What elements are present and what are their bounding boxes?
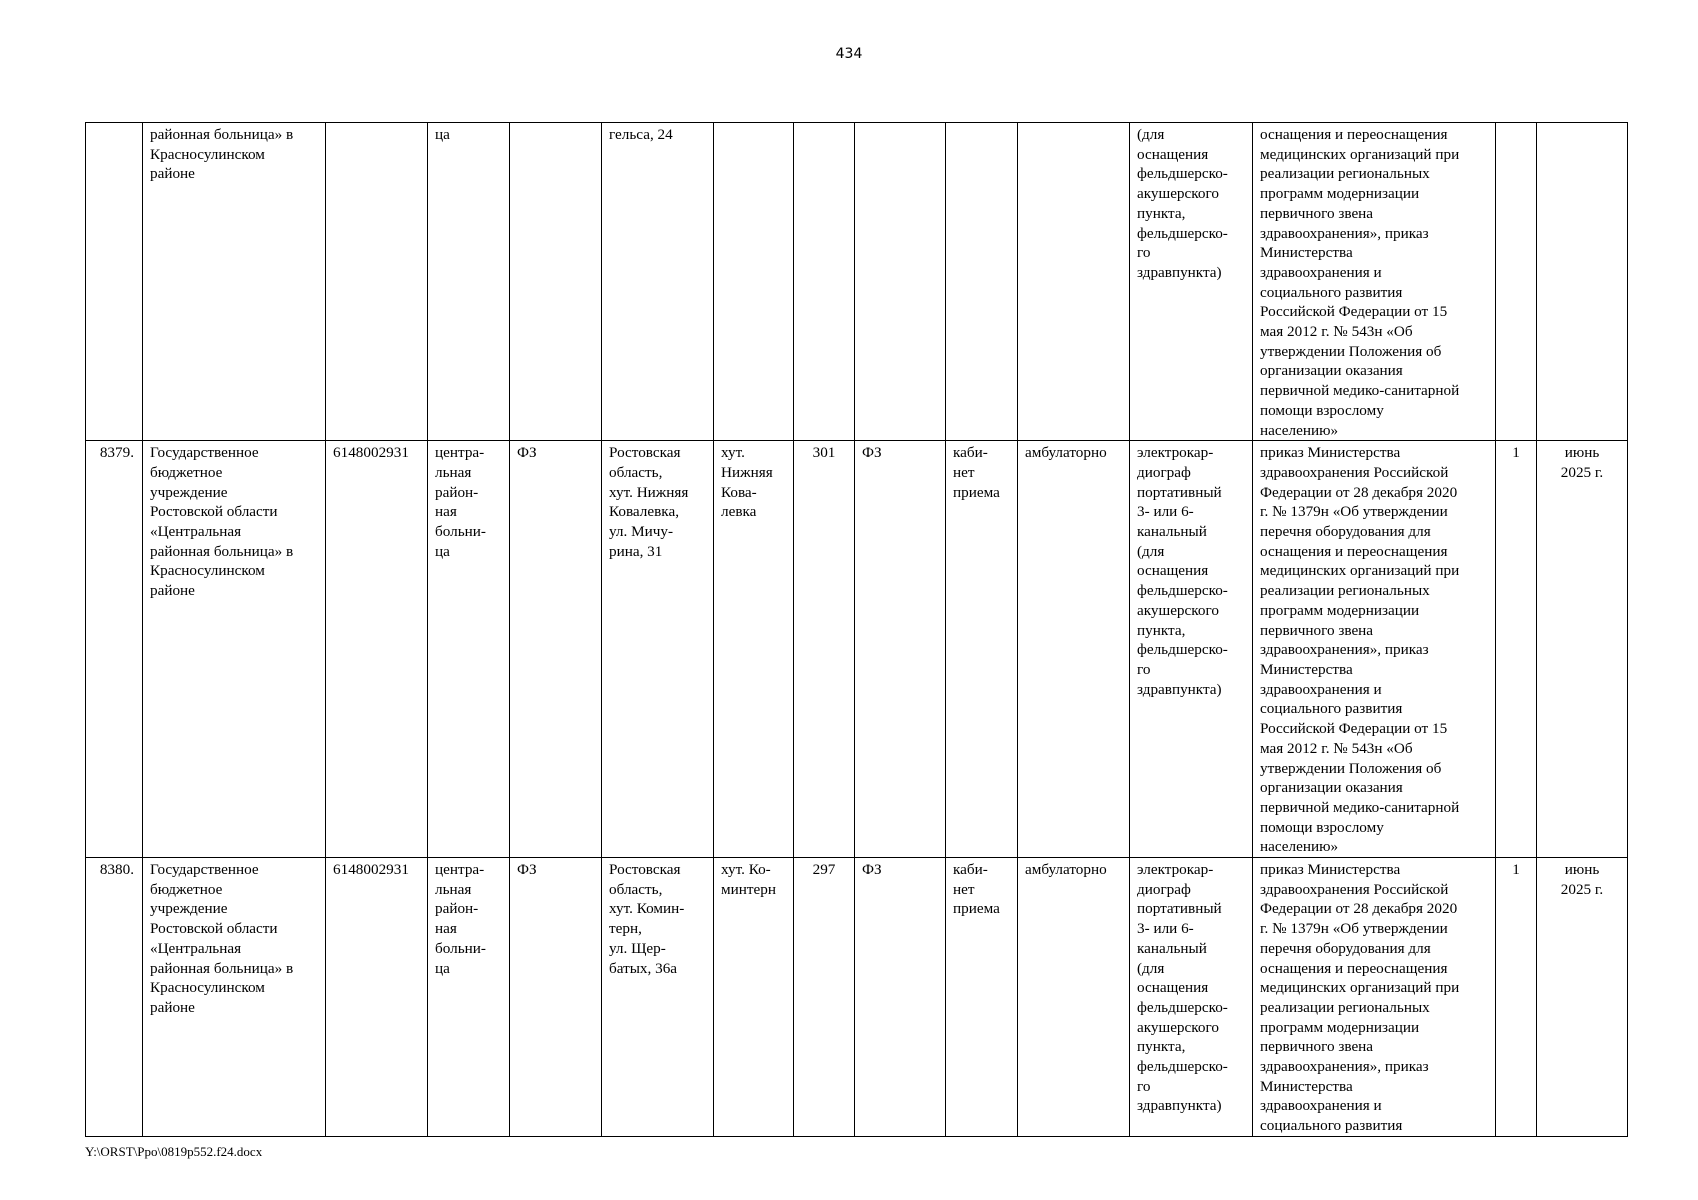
- law2-cell: ФЗ: [855, 441, 946, 858]
- room-cell: каби- нет приема: [946, 858, 1018, 1137]
- law-cell: ФЗ: [510, 441, 602, 858]
- law2-cell: [855, 123, 946, 441]
- org-type-cell: ца: [428, 123, 510, 441]
- basis-cell: приказ Министерства здравоохранения Российской Федерации от 28 декабря 2020 г. № 1379н «Об утверждении перечня оборудования для оснащения и переоснащения медицинских организаций при реализации региональных программ модернизации первичного звена здравоохранения», приказ Министерства здравоохранения и социального развития: [1253, 858, 1496, 1137]
- address-cell: Ростовская область, хут. Комин- терн, ул. Щер- батых, 36а: [602, 858, 714, 1137]
- basis-cell: оснащения и переоснащения медицинских организаций при реализации региональных программ модернизации первичного звена здравоохранения», приказ Министерства здравоохранения и социального развития Российской Федерации от 15 мая 2012 г. № 543н «Об утверждении Положения об организации оказания первичной медико-санитарной помощи взрослому населению»: [1253, 123, 1496, 441]
- quantity-cell: 1: [1496, 441, 1537, 858]
- code-cell: 297: [794, 858, 855, 1137]
- date-cell: июнь 2025 г.: [1537, 441, 1628, 858]
- law2-cell: ФЗ: [855, 858, 946, 1137]
- organization-cell: районная больница» в Красносулинском районе: [143, 123, 326, 441]
- table-row: [86, 123, 1628, 441]
- address-cell: гельса, 24: [602, 123, 714, 441]
- locality-cell: [714, 123, 794, 441]
- quantity-cell: 1: [1496, 858, 1537, 1137]
- equipment-cell: электрокар- диограф портативный 3- или 6- канальный (для оснащения фельдшерско- акушерского пункта, фельдшерско- го здравпункта): [1130, 441, 1253, 858]
- org-type-cell: центра- льная район- ная больни- ца: [428, 441, 510, 858]
- room-cell: каби- нет приема: [946, 441, 1018, 858]
- inn-cell: [326, 123, 428, 441]
- quantity-cell: [1496, 123, 1537, 441]
- table-row: [86, 858, 1628, 1137]
- equipment-table: [85, 122, 1628, 1137]
- equipment-cell: электрокар- диограф портативный 3- или 6- канальный (для оснащения фельдшерско- акушерского пункта, фельдшерско- го здравпункта): [1130, 858, 1253, 1137]
- table-row: [86, 441, 1628, 858]
- org-type-cell: центра- льная район- ная больни- ца: [428, 858, 510, 1137]
- equipment-cell: (для оснащения фельдшерско- акушерского пункта, фельдшерско- го здравпункта): [1130, 123, 1253, 441]
- inn-cell: 6148002931: [326, 441, 428, 858]
- row-number-cell: 8380.: [86, 858, 143, 1137]
- basis-cell: приказ Министерства здравоохранения Российской Федерации от 28 декабря 2020 г. № 1379н «Об утверждении перечня оборудования для оснащения и переоснащения медицинских организаций при реализации региональных программ модернизации первичного звена здравоохранения», приказ Министерства здравоохранения и социального развития Российской Федерации от 15 мая 2012 г. № 543н «Об утверждении Положения об организации оказания первичной медико-санитарной помощи взрослому населению»: [1253, 441, 1496, 858]
- care-mode-cell: [1018, 123, 1130, 441]
- organization-cell: Государственное бюджетное учреждение Ростовской области «Центральная районная больница» в Красносулинском районе: [143, 858, 326, 1137]
- code-cell: [794, 123, 855, 441]
- locality-cell: хут. Нижняя Кова- левка: [714, 441, 794, 858]
- date-cell: [1537, 123, 1628, 441]
- code-cell: 301: [794, 441, 855, 858]
- locality-cell: хут. Ко- минтерн: [714, 858, 794, 1137]
- care-mode-cell: амбулаторно: [1018, 441, 1130, 858]
- row-number-cell: [86, 123, 143, 441]
- address-cell: Ростовская область, хут. Нижняя Ковалевка, ул. Мичу- рина, 31: [602, 441, 714, 858]
- law-cell: ФЗ: [510, 858, 602, 1137]
- inn-cell: 6148002931: [326, 858, 428, 1137]
- page-number: 434: [835, 46, 863, 62]
- date-cell: июнь 2025 г.: [1537, 858, 1628, 1137]
- law-cell: [510, 123, 602, 441]
- care-mode-cell: амбулаторно: [1018, 858, 1130, 1137]
- row-number-cell: 8379.: [86, 441, 143, 858]
- footer-file-path: Y:\ORST\Ppo\0819p552.f24.docx: [85, 1144, 263, 1159]
- organization-cell: Государственное бюджетное учреждение Ростовской области «Центральная районная больница» в Красносулинском районе: [143, 441, 326, 858]
- room-cell: [946, 123, 1018, 441]
